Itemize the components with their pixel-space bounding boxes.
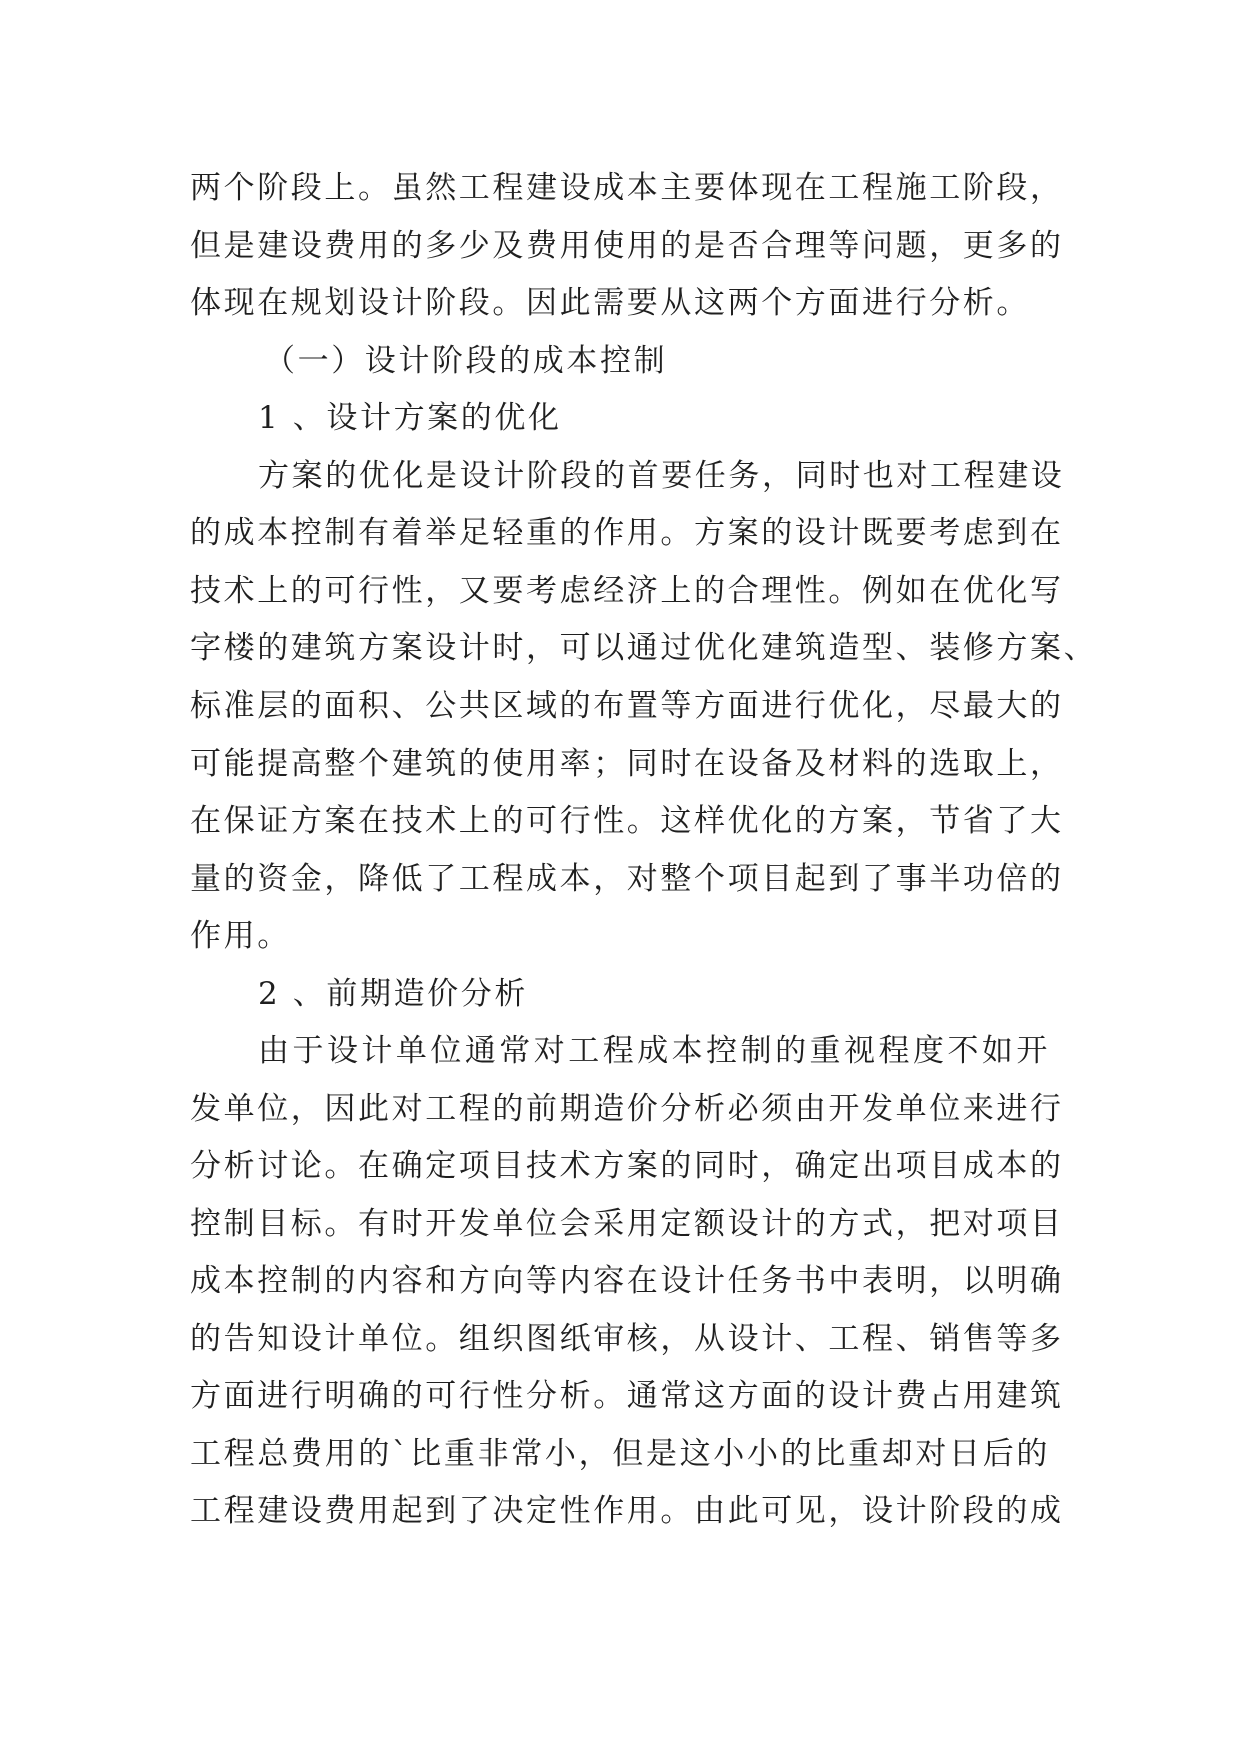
- body-text-line: 成本控制的内容和方向等内容在设计任务书中表明，以明确: [190, 1263, 1064, 1299]
- body-text-line: 标准层的面积、公共区域的布置等方面进行优化，尽最大的: [190, 688, 1064, 724]
- body-text-line: 两个阶段上。虽然工程建设成本主要体现在工程施工阶段，: [190, 170, 1064, 206]
- body-text-line: 量的资金，降低了工程成本，对整个项目起到了事半功倍的: [190, 861, 1064, 897]
- body-text-line: 可能提高整个建筑的使用率；同时在设备及材料的选取上，: [190, 746, 1064, 782]
- body-text-line: 的告知设计单位。组织图纸审核，从设计、工程、销售等多: [190, 1321, 1064, 1357]
- body-text-line: 的成本控制有着举足轻重的作用。方案的设计既要考虑到在: [190, 515, 1064, 551]
- paragraph-first-line: 由于设计单位通常对工程成本控制的重视程度不如开: [258, 1033, 1050, 1069]
- body-text-line: 方面进行明确的可行性分析。通常这方面的设计费占用建筑: [190, 1378, 1064, 1414]
- subsection-heading: 1 、设计方案的优化: [258, 400, 562, 436]
- body-text-line: 但是建设费用的多少及费用使用的是否合理等问题，更多的: [190, 228, 1064, 264]
- body-text-line: 体现在规划设计阶段。因此需要从这两个方面进行分析。: [190, 285, 1030, 321]
- body-text-line: 控制目标。有时开发单位会采用定额设计的方式，把对项目: [190, 1206, 1064, 1242]
- subsection-heading: 2 、前期造价分析: [258, 976, 528, 1012]
- body-text-line: 工程建设费用起到了决定性作用。由此可见，设计阶段的成: [190, 1493, 1064, 1529]
- section-heading: （一）设计阶段的成本控制: [264, 343, 668, 379]
- body-text-line: 字楼的建筑方案设计时，可以通过优化建筑造型、装修方案、: [190, 630, 1098, 666]
- paragraph-first-line: 方案的优化是设计阶段的首要任务，同时也对工程建设: [258, 458, 1065, 494]
- body-text-line: 作用。: [190, 918, 291, 954]
- body-text-line: 分析讨论。在确定项目技术方案的同时，确定出项目成本的: [190, 1148, 1064, 1184]
- body-text-line: 发单位，因此对工程的前期造价分析必须由开发单位来进行: [190, 1091, 1064, 1127]
- body-text-line: 工程总费用的`比重非常小，但是这小小的比重却对日后的: [190, 1436, 1050, 1472]
- body-text-line: 在保证方案在技术上的可行性。这样优化的方案，节省了大: [190, 803, 1064, 839]
- body-text-line: 技术上的可行性，又要考虑经济上的合理性。例如在优化写: [190, 573, 1064, 609]
